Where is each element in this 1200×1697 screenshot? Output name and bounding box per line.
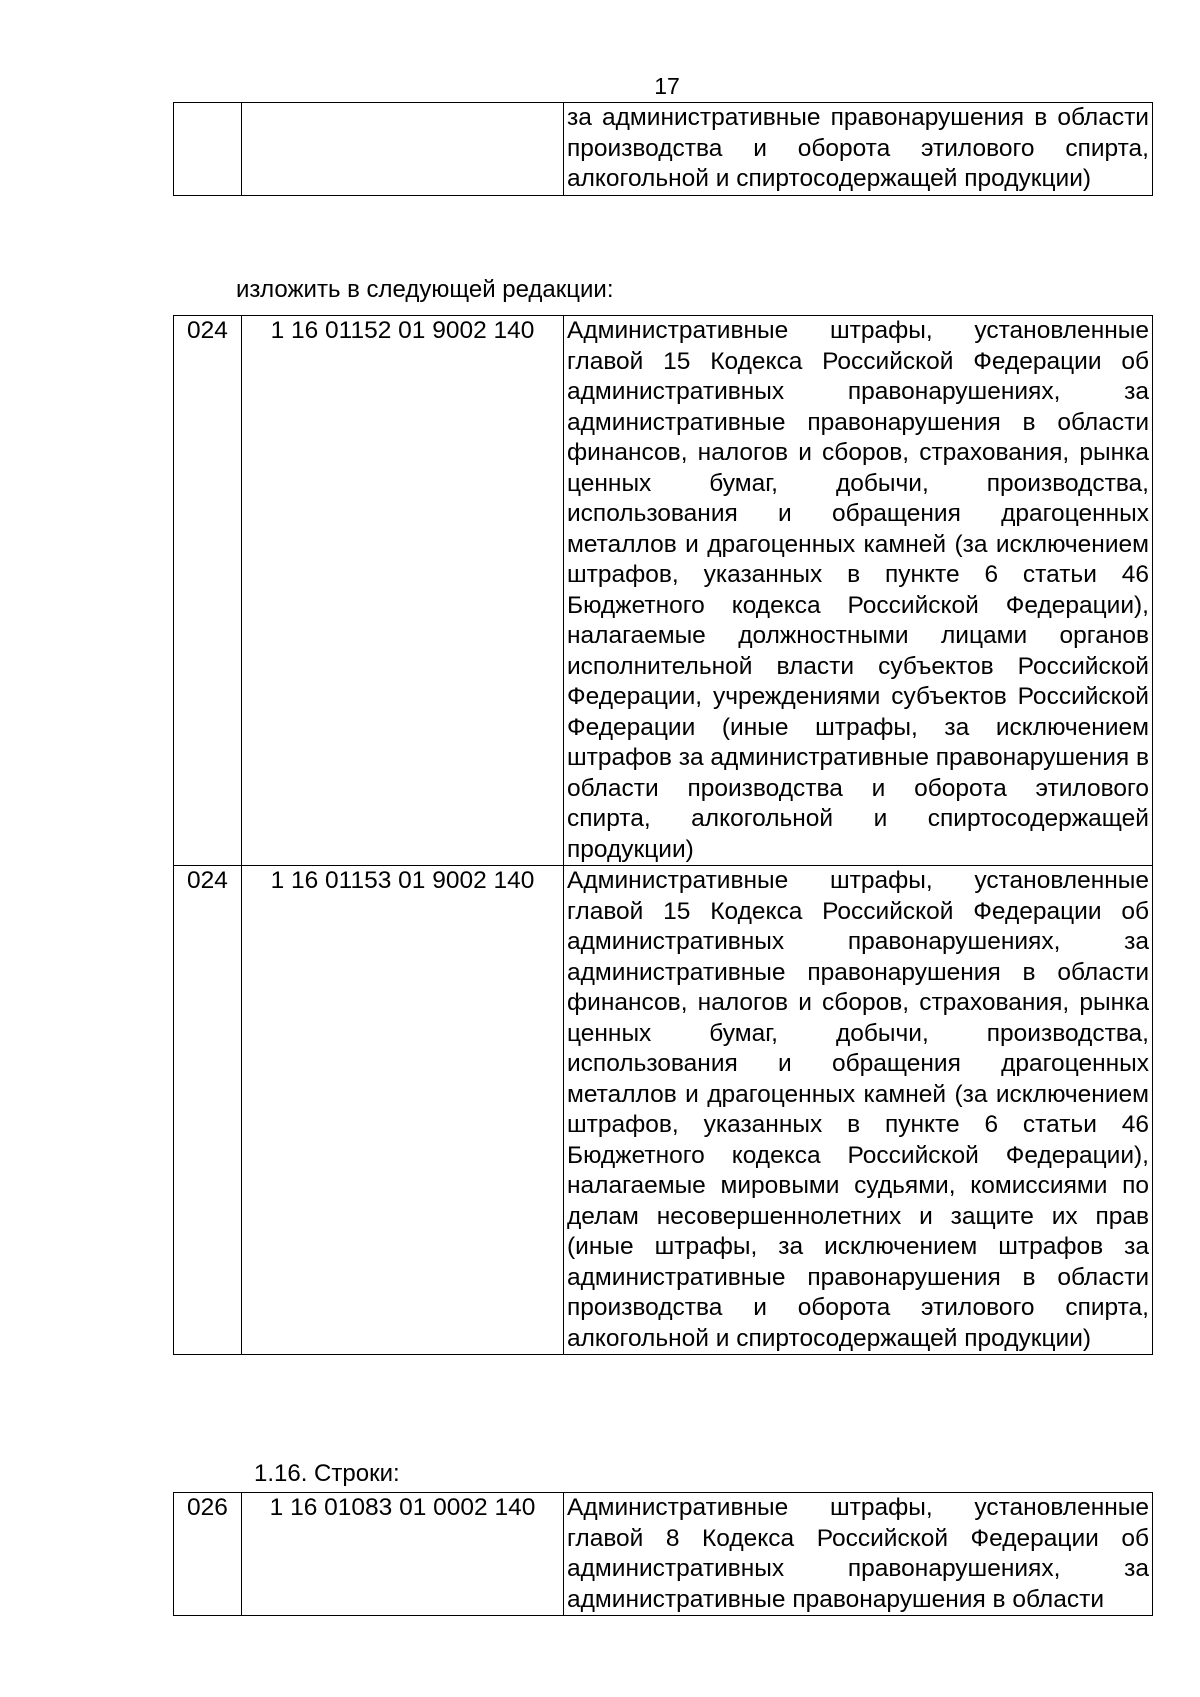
- table-row: [174, 316, 1153, 866]
- kbk-cell: 1 16 01152 01 9002 140: [242, 316, 564, 866]
- table-row: [174, 866, 1153, 1355]
- table-row: [174, 1493, 1153, 1616]
- description-cell: за административные правонарушения в области производства и оборота этилового спирта, алкогольной и спиртосодержащей продукции): [564, 103, 1153, 196]
- admin-code-cell: 024: [174, 316, 242, 866]
- top-table: [173, 102, 1153, 196]
- admin-code-cell: 024: [174, 866, 242, 1355]
- admin-code-cell: [174, 103, 242, 196]
- description-cell: Административные штрафы, установленные главой 15 Кодекса Российской Федерации об административных правонарушениях, за административные правонарушения в области финансов, налогов и сборов, страхования, рынка ценных бумаг, добычи, производства, использования и обращения драгоценных металлов и драгоценных камней (за исключением штрафов, указанных в пункте 6 статьи 46 Бюджетного кодекса Российской Федерации), налагаемые должностными лицами органов исполнительной власти субъектов Российской Федерации, учреждениями субъектов Российской Федерации (иные штрафы, за исключением штрафов за административные правонарушения в области производства и оборота этилового спирта, алкогольной и спиртосодержащей продукции): [564, 316, 1153, 866]
- middle-table: [173, 315, 1153, 1355]
- kbk-cell: [242, 103, 564, 196]
- description-cell: Административные штрафы, установленные главой 15 Кодекса Российской Федерации об административных правонарушениях, за административные правонарушения в области финансов, налогов и сборов, страхования, рынка ценных бумаг, добычи, производства, использования и обращения драгоценных металлов и драгоценных камней (за исключением штрафов, указанных в пункте 6 статьи 46 Бюджетного кодекса Российской Федерации), налагаемые мировыми судьями, комиссиями по делам несовершеннолетних и защите их прав (иные штрафы, за исключением штрафов за административные правонарушения в области производства и оборота этилового спирта, алкогольной и спиртосодержащей продукции): [564, 866, 1153, 1355]
- admin-code-cell: 026: [174, 1493, 242, 1616]
- description-cell: Административные штрафы, установленные главой 8 Кодекса Российской Федерации об административных правонарушениях, за административные правонарушения в области: [564, 1493, 1153, 1616]
- kbk-cell: 1 16 01153 01 9002 140: [242, 866, 564, 1355]
- kbk-cell: 1 16 01083 01 0002 140: [242, 1493, 564, 1616]
- bottom-table: [173, 1492, 1153, 1616]
- intro-text: изложить в следующей редакции:: [236, 276, 614, 303]
- table-row: [174, 103, 1153, 196]
- section-heading: 1.16. Строки:: [254, 1460, 400, 1487]
- page-number: 17: [654, 73, 680, 99]
